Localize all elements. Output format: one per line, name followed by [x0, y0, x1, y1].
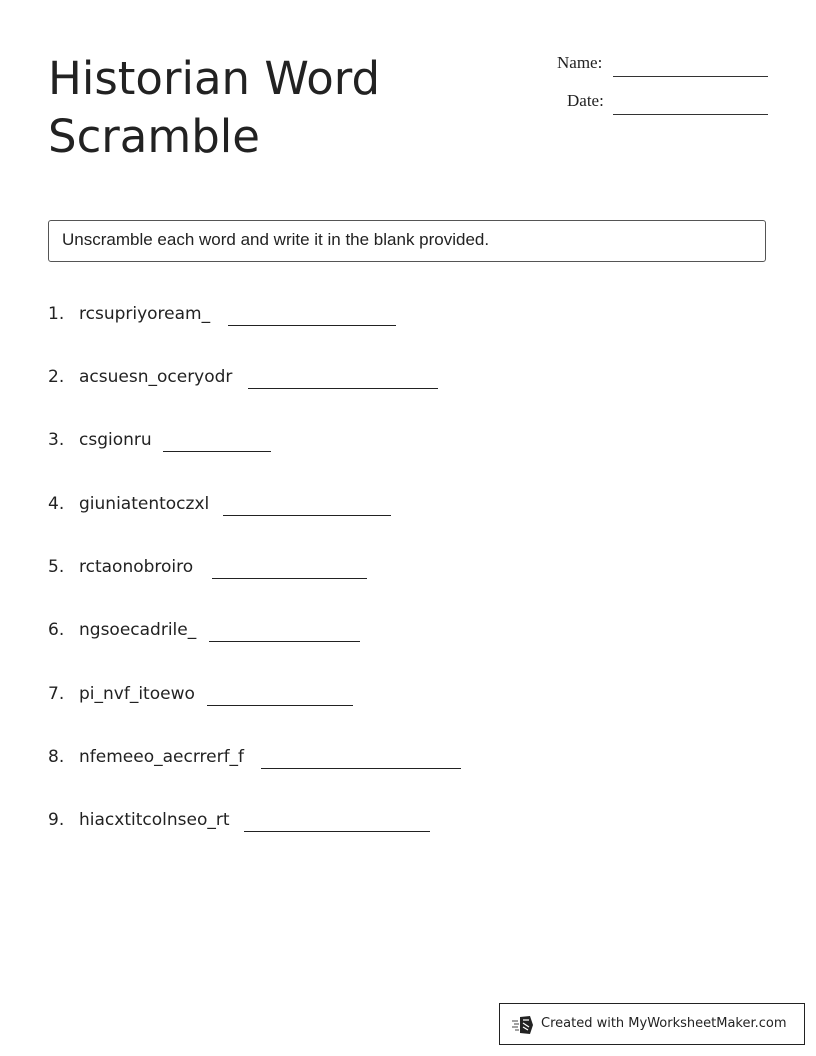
- scrambled-word: csgionru: [79, 430, 152, 450]
- instructions-text: Unscramble each word and write it in the blank provided.: [62, 230, 490, 249]
- list-item: [48, 557, 768, 587]
- worksheet-maker-logo-icon: [512, 1015, 534, 1035]
- answer-blank[interactable]: [163, 451, 271, 452]
- scrambled-word: hiacxtitcolnseo_rt: [79, 810, 230, 830]
- scrambled-word: rctaonobroiro: [79, 557, 194, 577]
- scrambled-word: rcsupriyoream_: [79, 304, 211, 324]
- list-item: [48, 747, 768, 777]
- page-title: Historian Word Scramble: [48, 52, 381, 163]
- item-number: 9.: [48, 810, 65, 830]
- list-item: [48, 304, 768, 334]
- scrambled-word: pi_nvf_itoewo: [79, 684, 195, 704]
- list-item: [48, 684, 768, 714]
- footer-text: Created with MyWorksheetMaker.com: [541, 1016, 787, 1031]
- answer-blank[interactable]: [212, 578, 367, 579]
- date-field-row: [0, 91, 816, 121]
- item-number: 4.: [48, 494, 65, 514]
- date-blank-line[interactable]: [613, 114, 768, 115]
- item-number: 6.: [48, 620, 65, 640]
- list-item: [48, 810, 768, 840]
- instructions-box: [48, 220, 766, 262]
- name-label: Name:: [557, 53, 603, 72]
- item-number: 7.: [48, 684, 65, 704]
- scrambled-word: ngsoecadrile_: [79, 620, 197, 640]
- item-number: 3.: [48, 430, 65, 450]
- answer-blank[interactable]: [261, 768, 461, 769]
- answer-blank[interactable]: [209, 641, 360, 642]
- scrambled-word: acsuesn_oceryodr: [79, 367, 233, 387]
- list-item: [48, 494, 768, 524]
- date-label: Date:: [567, 91, 604, 110]
- list-item: [48, 367, 768, 397]
- scrambled-word: nfemeeo_aecrrerf_f: [79, 747, 245, 767]
- answer-blank[interactable]: [244, 831, 430, 832]
- name-blank-line[interactable]: [613, 76, 768, 77]
- footer-credit[interactable]: [499, 1003, 805, 1045]
- list-item: [48, 430, 768, 460]
- item-number: 2.: [48, 367, 65, 387]
- item-number: 1.: [48, 304, 65, 324]
- answer-blank[interactable]: [223, 515, 391, 516]
- item-number: 5.: [48, 557, 65, 577]
- item-number: 8.: [48, 747, 65, 767]
- scrambled-word: giuniatentoczxl: [79, 494, 210, 514]
- answer-blank[interactable]: [248, 388, 438, 389]
- answer-blank[interactable]: [228, 325, 396, 326]
- name-field-row: [0, 53, 816, 83]
- list-item: [48, 620, 768, 650]
- answer-blank[interactable]: [207, 705, 353, 706]
